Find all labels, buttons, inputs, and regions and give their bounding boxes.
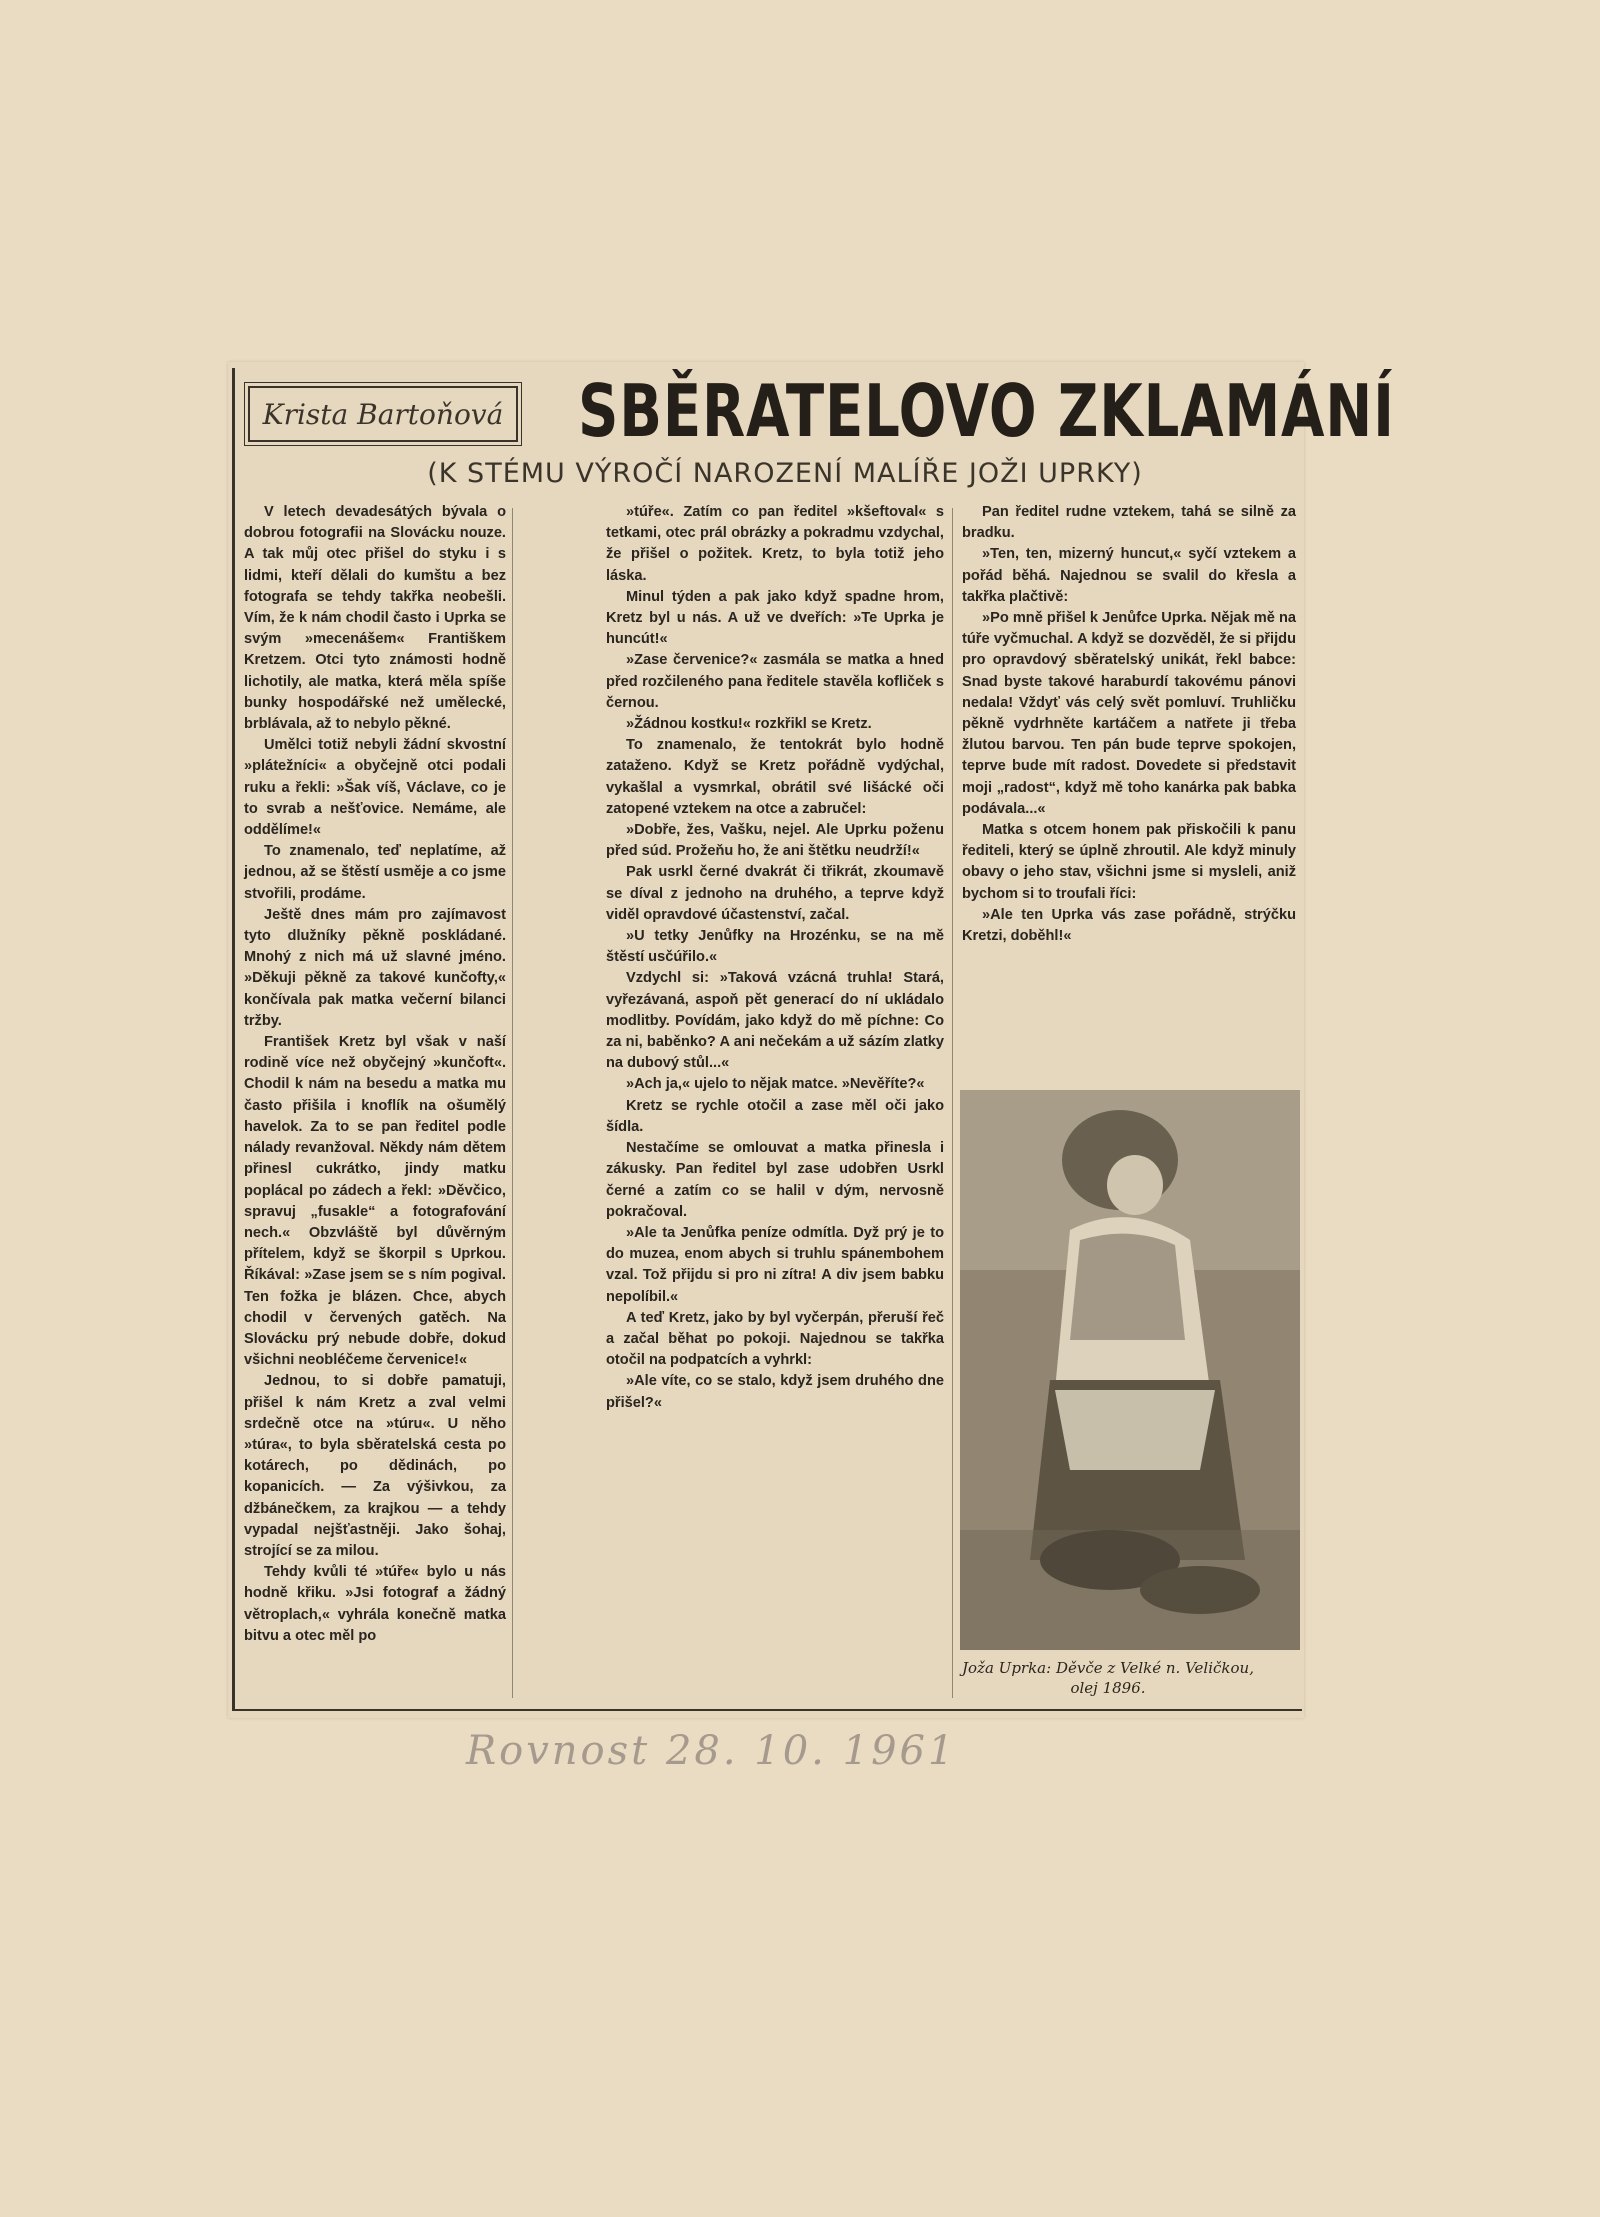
paragraph: »Ach ja,« ujelo to nějak matce. »Nevěříte?«	[626, 1076, 925, 1093]
article-subtitle: (K STÉMU VÝROČÍ NAROZENÍ MALÍŘE JOŽI UPRKY)	[427, 458, 1143, 489]
paragraph: »Ale víte, co se stalo, když jsem druhého dne přišel?«	[606, 1373, 944, 1411]
paragraph: »Po mně přišel k Jenůfce Uprka. Nějak mě na túře vyčmuchal. A když se dozvěděl, že si přijdu pro opravdový sběratelský unikát, řekl babce: Snad byste takové haraburdí takovému pánovi nedala! Vždyť vás celý svět pomluví. Truhličku pěkně vydrhněte kartáčem a natřete ji třeba žlutou barvou. Ten pán bude teprve spokojen, teprve bude mít radost. Dovedete si představit moji „radost“, když mě toho kanárka pak babka podávala...«	[962, 610, 1296, 817]
article-column-1	[244, 502, 506, 1647]
paragraph: Pan ředitel rudne vztekem, tahá se silně za bradku.	[962, 504, 1296, 542]
paragraph: »Ale ten Uprka vás zase pořádně, strýčku Kretzi, doběhl!«	[962, 906, 1296, 945]
paragraph: »Zase červenice?« zasmála se matka a hned před rozčileného pana ředitele stavěla kofliček s černou.	[606, 652, 944, 711]
paragraph: Minul týden a pak jako když spadne hrom, Kretz byl u nás. A už ve dveřích: »Te Uprka je huncút!«	[606, 588, 944, 648]
paragraph: »U tetky Jenůfky na Hrozénku, se na mě štěstí usčúřilo.«	[606, 928, 944, 966]
article-column-2	[606, 502, 944, 1414]
paragraph: »Dobře, žes, Vašku, nejel. Ale Uprku poženu před súd. Prožeňu ho, že ani štětku neudrží!«	[606, 822, 944, 860]
bottom-border-rule	[232, 1709, 1302, 1711]
column-divider	[512, 508, 513, 1698]
paragraph: Vzdychl si: »Taková vzácná truhla! Stará, vyřezávaná, aspoň pět generací do ní ukládalo modlitby. Povídám, jako když do mě píchne: Co za ni, baběnko? A ani nečekám a už sázím zlatky na dubový stůl...«	[606, 970, 944, 1072]
paragraph: Nestačíme se omlouvat a matka přinesla i zákusky. Pan ředitel byl zase udobřen Usrkl černé a zatím co se halil v dým, nervosně pokračoval.	[606, 1140, 944, 1220]
paragraph: Pak usrkl černé dvakrát či třikrát, zkoumavě se díval z jednoho na druhého, a teprve když viděl opravdové účastenství, začal.	[606, 864, 944, 923]
author-name: Krista Bartoňová	[248, 386, 518, 442]
paragraph: »Ale ta Jenůfka peníze odmítla. Dyž prý je to do muzea, enom abych si truhlu spánembohem vzal. Tož přijdu si pro ni zítra! A div jsem babku nepolíbil.«	[606, 1224, 944, 1305]
painting-reproduction	[960, 1090, 1300, 1650]
left-border-rule	[232, 368, 235, 1710]
paragraph: V letech devadesátých bývala o dobrou fotografii na Slovácku nouze. A tak můj otec přišel do styku i s lidmi, kteří dělali do kumštu a bez fotografa se tehdy takřka neobešli. Vím, že k nám chodil často i Uprka se svým »mecenášem« Františkem Kretzem. Otci tyto známosti hodně lichotily, ale matka, která měla spíše bunky hospodářské než umělecké, brblávala, až to nebylo pěkné.	[244, 504, 506, 733]
article-column-3	[962, 502, 1296, 947]
paragraph: To znamenalo, teď neplatíme, až jednou, až se štěstí usměje a co jsme stvořili, prodáme.	[244, 843, 506, 902]
painting-image	[960, 1090, 1300, 1650]
paragraph: František Kretz byl však v naší rodině více než obyčejný »kunčoft«. Chodil k nám na besedu a matka mu často přišila i knoflík na ošumělý havelok. Za to se pan ředitel podle nálady revanžoval. Někdy nám dětem přinesl cukrátko, jindy matku poplácal po zádech a řekl: »Děvčico, spravuj „fusakle“ a fotografování nech.« Obzvláště byl důvěrným přítelem, když se škorpil s Uprkou. Říkával: »Zase jsem se s ním pogival. Ten fožka je blázen. Chce, abych chodil v červených gatěch. Na Slovácku prý nebude dobře, dokud všichni neobléčeme červenice!«	[244, 1034, 506, 1369]
painting-caption: Joža Uprka: Děvče z Velké n. Veličkou, olej 1896.	[962, 1659, 1254, 1697]
paragraph: Jednou, to si dobře pamatuji, přišel k nám Kretz a zval velmi srdečně otce na »túru«. U něho »túra«, to byla sběratelská cesta po kotárech, po dědinách, po kopanicích. — Za výšivkou, za džbánečkem, za krajkou — a tehdy vypadal nejšťastněji. Jako šohaj, strojící se za milou.	[244, 1373, 506, 1559]
paragraph: To znamenalo, že tentokrát bylo hodně zataženo. Když se Kretz pořádně vydýchal, vykašlal a vysmrkal, obrátil své lišácké oči zatopené vztekem na otce a zabručel:	[606, 737, 944, 817]
paragraph: Ještě dnes mám pro zajímavost tyto dlužníky pěkně poskládané. Mnohý z nich má už slavné jméno. »Děkuji pěkně za takové kunčofty,« končívala pak matka večerní bilanci tržby.	[244, 906, 506, 1029]
paragraph: »Ten, ten, mizerný huncut,« syčí vztekem a pořád běhá. Najednou se svalil do křesla a takřka plačtivě:	[962, 546, 1296, 605]
article-headline: SBĚRATELOVO ZKLAMÁNÍ	[578, 369, 1395, 453]
paragraph: A teď Kretz, jako by byl vyčerpán, přeruší řeč a začal běhat po pokoji. Najednou se takřka otočil na podpatcích a vyhrkl:	[606, 1309, 944, 1369]
paragraph: »túře«. Zatím co pan ředitel »kšeftoval« s tetkami, otec prál obrázky a pokradmu vzdychal, že přišel o požitek. Kretz, to byla totiž jeho láska.	[606, 504, 944, 584]
paragraph: Kretz se rychle otočil a zase měl oči jako šídla.	[606, 1097, 944, 1135]
paragraph: Umělci totiž nebyli žádní skvostní »plátežníci« a obyčejně otci podali ruku a řekli: »Šak víš, Václave, co je to svrab a nešťovice. Nemáme, ale oddělíme!«	[244, 737, 506, 839]
paragraph: »Žádnou kostku!« rozkřikl se Kretz.	[626, 716, 872, 733]
paragraph: Matka s otcem honem pak přiskočili k panu řediteli, který se úplně zhroutil. Ale když minuly obavy o jeho stav, všichni jsme si mysleli, aniž bychom si to troufali říci:	[962, 822, 1296, 902]
handwritten-source-note: Rovnost 28. 10. 1961	[466, 1728, 957, 1774]
column-divider	[952, 508, 953, 1698]
paragraph: Tehdy kvůli té »túře« bylo u nás hodně křiku. »Jsi fotograf a žádný větroplach,« vyhrála konečně matka bitvu a otec měl po	[244, 1564, 506, 1644]
